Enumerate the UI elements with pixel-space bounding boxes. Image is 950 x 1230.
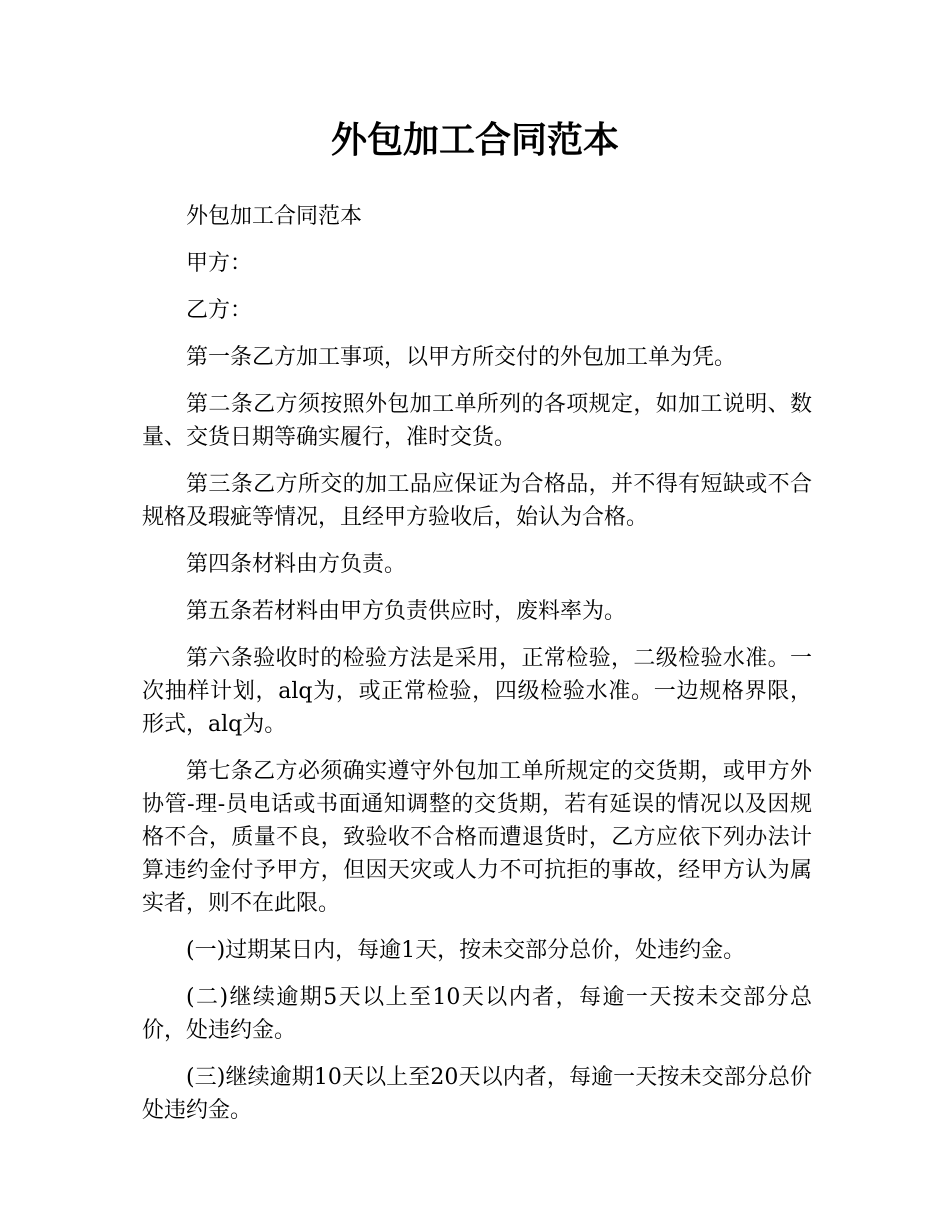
paragraph-article-3: 第三条乙方所交的加工品应保证为合格品，并不得有短缺或不合规格及瑕疵等情况，且经甲方验收后，始认为合格。 — [142, 472, 812, 530]
paragraph-party-a: 甲方： — [186, 251, 253, 276]
paragraph-article-5: 第五条若材料由甲方负责供应时，废料率为。 — [186, 599, 627, 624]
paragraph-heading: 外包加工合同范本 — [186, 204, 363, 229]
document-title: 外包加工合同范本 — [330, 120, 619, 161]
paragraph-article-7: 第七条乙方必须确实遵守外包加工单所规定的交货期，或甲方外协管-理-员电话或书面通知调整的交货期，若有延误的情况以及因规格不合，质量不良，致验收不合格而遭退货时，乙方应依下列办法计算违约金付予甲方，但因天灾或人力不可抗拒的事故，经甲方认为属实者，则不在此限。 — [142, 759, 812, 916]
paragraph-clause-3: (三)继续逾期10天以上至20天以内者，每逾一天按未交部分总价处违约金。 — [142, 1065, 812, 1123]
paragraph-article-6: 第六条验收时的检验方法是采用，正常检验，二级检验水准。一次抽样计划，alq为，或正常检验，四级检验水准。一边规格界限，形式，alq为。 — [142, 646, 812, 737]
paragraph-party-b: 乙方： — [186, 298, 253, 323]
paragraph-article-4: 第四条材料由方负责。 — [186, 552, 407, 577]
paragraph-clause-2: (二)继续逾期5天以上至10天以内者，每逾一天按未交部分总价，处违约金。 — [142, 985, 812, 1043]
paragraph-article-1: 第一条乙方加工事项，以甲方所交付的外包加工单为凭。 — [186, 345, 737, 370]
paragraph-clause-1: (一)过期某日内，每逾1天，按未交部分总价，处违约金。 — [186, 938, 746, 963]
document-body — [142, 200, 812, 1141]
paragraph-article-2: 第二条乙方须按照外包加工单所列的各项规定，如加工说明、数量、交货日期等确实履行，准时交货。 — [142, 392, 812, 450]
